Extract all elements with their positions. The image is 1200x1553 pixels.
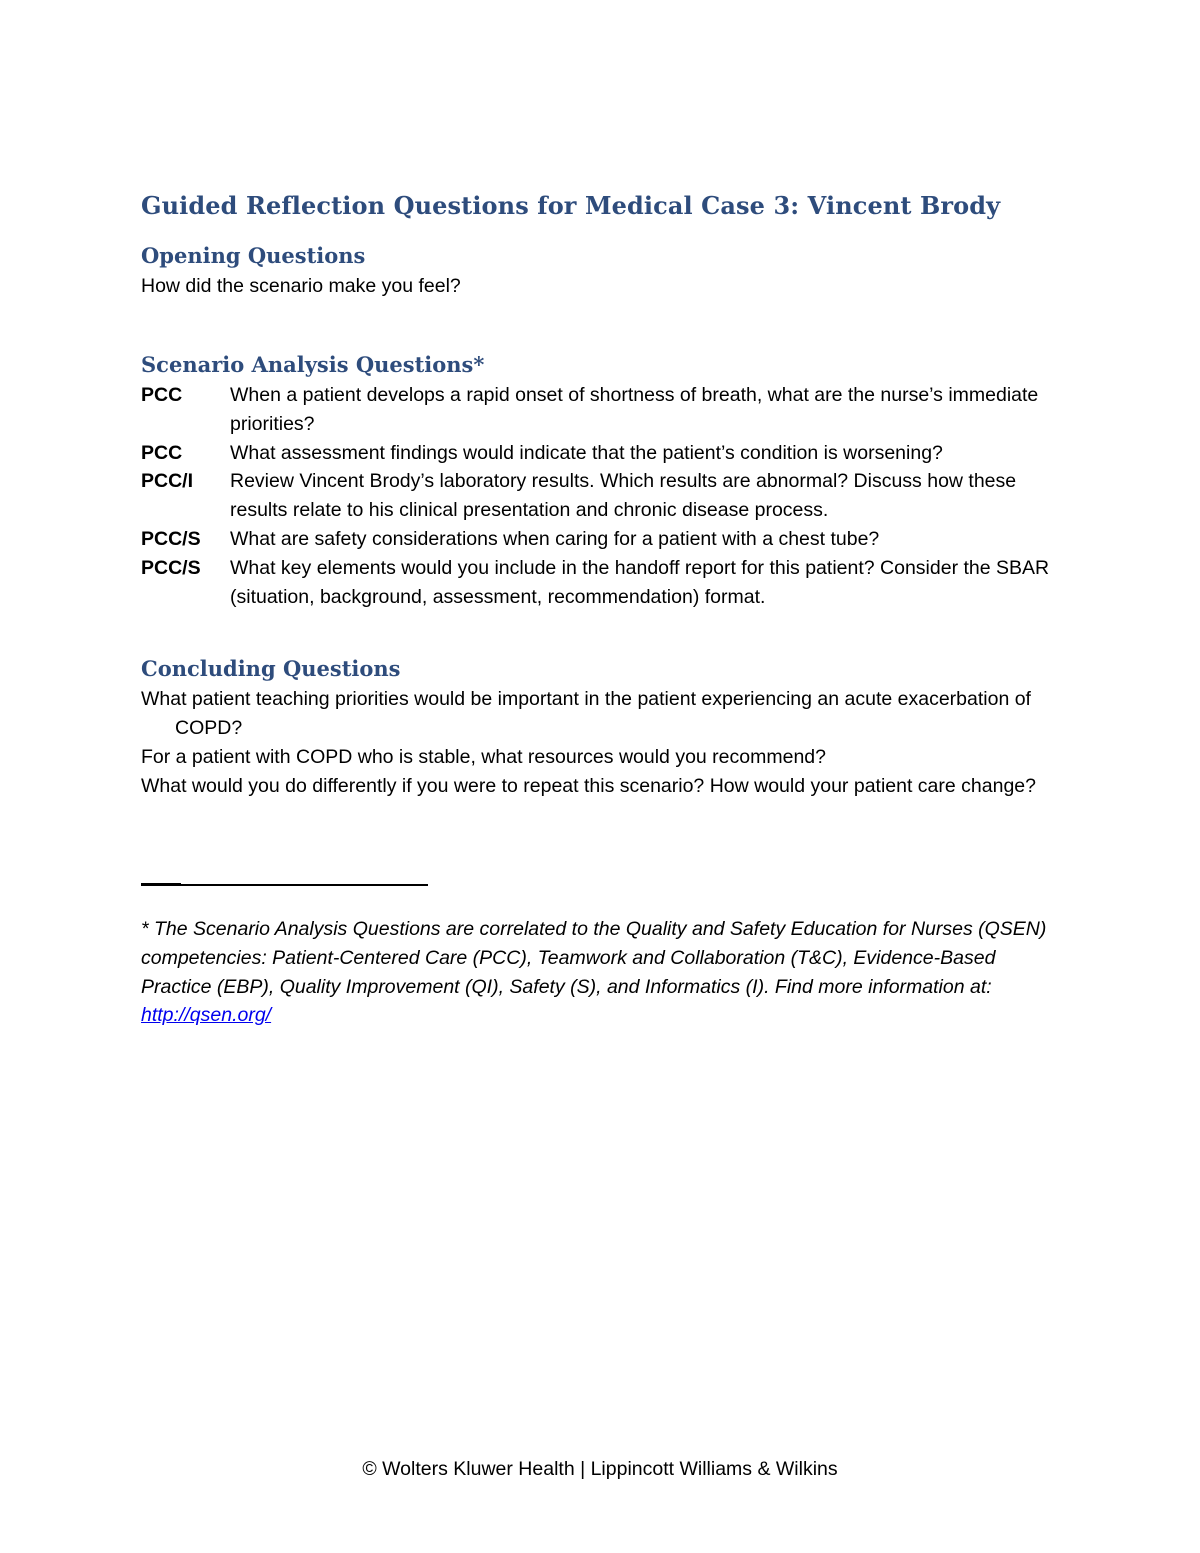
concluding-question: What patient teaching priorities would be important in the patient experiencing an acute exacerbation of COPD? xyxy=(141,688,1031,740)
analysis-question-text: What key elements would you include in the handoff report for this patient? Consider the SBAR (situation, background, assessment, recommendation) format. xyxy=(230,556,1050,608)
concluding-questions-heading: Concluding Questions xyxy=(141,656,401,682)
analysis-question xyxy=(141,439,1061,468)
qsen-tag: PCC xyxy=(141,441,183,464)
analysis-question-text: Review Vincent Brody’s laboratory results. Which results are abnormal? Discuss how these results relate to his clinical presentation and chronic disease process. xyxy=(230,470,1017,522)
analysis-question xyxy=(141,381,1061,439)
scenario-analysis-heading: Scenario Analysis Questions* xyxy=(141,352,485,377)
qsen-link[interactable]: http://qsen.org/ xyxy=(141,1004,272,1027)
concluding-question: What would you do differently if you were to repeat this scenario? How would your patient care change? xyxy=(141,774,1036,797)
qsen-tag: PCC/S xyxy=(141,556,201,579)
opening-question: How did the scenario make you feel? xyxy=(141,275,461,297)
analysis-question-text: What assessment findings would indicate that the patient’s condition is worsening? xyxy=(230,441,943,464)
document-title: Guided Reflection Questions for Medical Case 3: Vincent Brody xyxy=(141,191,1001,220)
concluding-question: For a patient with COPD who is stable, what resources would you recommend? xyxy=(141,745,826,768)
qsen-footnote xyxy=(141,915,1061,1030)
footnote-separator xyxy=(141,884,428,886)
qsen-tag: PCC/S xyxy=(141,527,201,550)
analysis-question-text: What are safety considerations when caring for a patient with a chest tube? xyxy=(230,527,880,550)
analysis-question xyxy=(141,467,1061,525)
analysis-question xyxy=(141,554,1061,612)
analysis-question-text: When a patient develops a rapid onset of shortness of breath, what are the nurse’s immediate priorities? xyxy=(230,384,1039,435)
analysis-question xyxy=(141,525,1061,554)
qsen-tag: PCC/I xyxy=(141,470,194,493)
qsen-tag: PCC xyxy=(141,384,183,406)
opening-questions-heading: Opening Questions xyxy=(141,243,366,268)
footnote-text: * The Scenario Analysis Questions are correlated to the Quality and Safety Education for Nurses (QSEN) competencies: Patient-Centered Care (PCC), Teamwork and Collaboration (T&C), Evidence-Based Practice (EBP), Quality Improvement (QI), Safety (S), and Informatics (I). Find more information at: xyxy=(141,918,1047,998)
scenario-analysis-list xyxy=(141,381,1061,611)
document-body xyxy=(141,188,1061,801)
copyright-footer: © Wolters Kluwer Health | Lippincott Williams & Wilkins xyxy=(362,1458,838,1480)
